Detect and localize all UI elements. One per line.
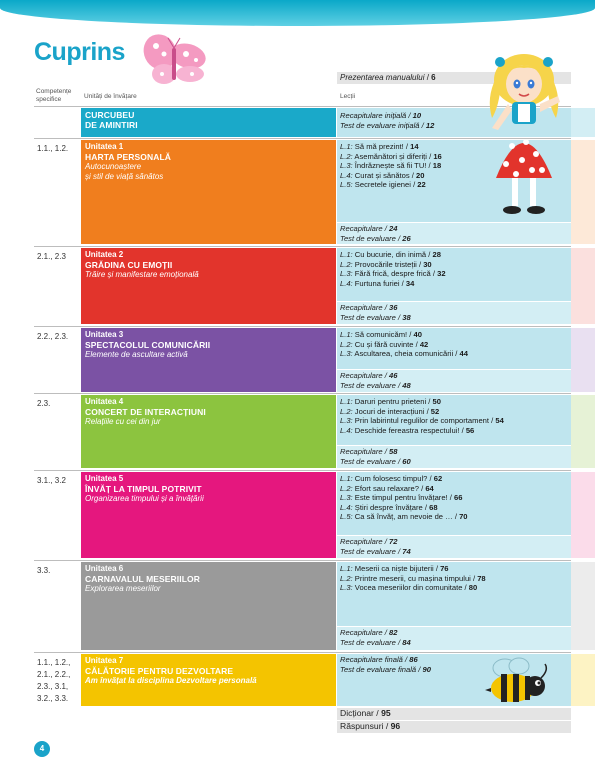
recap-3: Recapitulare / 46 Test de evaluare / 48 — [337, 370, 571, 392]
unit-4-block: Unitatea 4 CONCERT DE INTERACȚIUNI Relațiile cu cei din jur — [81, 395, 336, 468]
recap-4: Recapitulare / 58 Test de evaluare / 60 — [337, 446, 571, 468]
competences-1: 1.1., 1.2. — [37, 144, 69, 153]
header-competences: Competențe specifice — [36, 88, 72, 103]
competences-5: 3.1., 3.2 — [37, 476, 66, 485]
lessons-2: L.1: Cu bucurie, din inimă / 28 L.2: Provocările tristeții / 30 L.3: Fără frică, despre frică / 32 L.4: Furtuna furiei / 34 — [337, 248, 571, 301]
competences-4: 2.3. — [37, 399, 51, 408]
page-title: Cuprins — [34, 38, 125, 66]
top-wave-band — [0, 0, 595, 26]
girl-illustration — [478, 38, 570, 220]
lessons-1: L.1: Să mă prezint! / 14 L.2: Asemănători și diferiți / 16 L.3: Îndrăznește să fii TU! / 18 L.4: Curat și sănătos / 20 L.5: Secretele igienei / 22 — [337, 140, 571, 222]
competences-6: 3.3. — [37, 566, 51, 575]
butterfly-illustration — [138, 32, 210, 90]
unit-7-block: Unitatea 7 CĂLĂTORIE PENTRU DEZVOLTARE Am învățat la disciplina Dezvoltare personală — [81, 654, 336, 706]
unit-1-block: Unitatea 1 HARTA PERSONALĂ Autocunoaștere și stil de viață sănătos — [81, 140, 336, 244]
recap-1: Recapitulare / 24 Test de evaluare / 26 — [337, 223, 571, 244]
presentation-row: Prezentarea manualului / 6 — [337, 72, 571, 84]
lessons-4: L.1: Daruri pentru prieteni / 50 L.2: Jocuri de interacțiuni / 52 L.3: Prin labirintul regulilor de comportament / 54 L.4: Deschide fereastra respectului! / 56 — [337, 395, 571, 445]
recap-2: Recapitulare / 36 Test de evaluare / 38 — [337, 302, 571, 324]
recap-6: Recapitulare / 82 Test de evaluare / 84 — [337, 627, 571, 650]
lessons-0: Recapitulare inițială / 10 Test de evaluare inițială / 12 — [337, 108, 571, 137]
dictionary-row: Dicționar / 95 — [337, 708, 571, 720]
unit-0-block: CURCUBEU DE AMINTIRI — [81, 108, 336, 137]
answers-row: Răspunsuri / 96 — [337, 721, 571, 733]
lessons-7: Recapitulare finală / 86 Test de evaluare finală / 90 — [337, 654, 571, 706]
unit-5-block: Unitatea 5 ÎNVĂȚ LA TIMPUL POTRIVIT Organizarea timpului și a învățării — [81, 472, 336, 558]
unit-2-block: Unitatea 2 GRĂDINA CU EMOȚII Trăire și manifestare emoțională — [81, 248, 336, 324]
page-number: 4 — [34, 741, 50, 757]
competences-2: 2.1., 2.3 — [37, 252, 66, 261]
header-units: Unități de învățare — [84, 93, 137, 100]
lessons-3: L.1: Să comunicăm! / 40 L.2: Cu și fără cuvinte / 42 L.3: Ascultarea, cheia comunicării / 44 — [337, 328, 571, 369]
side-strip — [571, 108, 595, 137]
header-lessons: Lecții — [340, 93, 356, 100]
lessons-6: L.1: Meserii ca niște bijuterii / 76 L.2: Printre meserii, cu mașina timpului / 78 L.3: Vocea meseriilor din comunitate / 80 — [337, 562, 571, 626]
unit-3-block: Unitatea 3 SPECTACOLUL COMUNICĂRII Elemente de ascultare activă — [81, 328, 336, 392]
lessons-5: L.1: Cum folosesc timpul? / 62 L.2: Efort sau relaxare? / 64 L.3: Este timpul pentru învățare! / 66 L.4: Știri despre învățare / 68 L.5: Ca să învăț, am nevoie de … / 70 — [337, 472, 571, 535]
recap-5: Recapitulare / 72 Test de evaluare / 74 — [337, 536, 571, 558]
bee-illustration — [483, 656, 553, 708]
unit-6-block: Unitatea 6 CARNAVALUL MESERIILOR Explorarea meseriilor — [81, 562, 336, 650]
competences-3: 2.2., 2.3. — [37, 332, 69, 341]
competences-7: 1.1., 1.2., 2.1., 2.2., 2.3., 3.1, 3.2., 3.3. — [37, 658, 71, 703]
